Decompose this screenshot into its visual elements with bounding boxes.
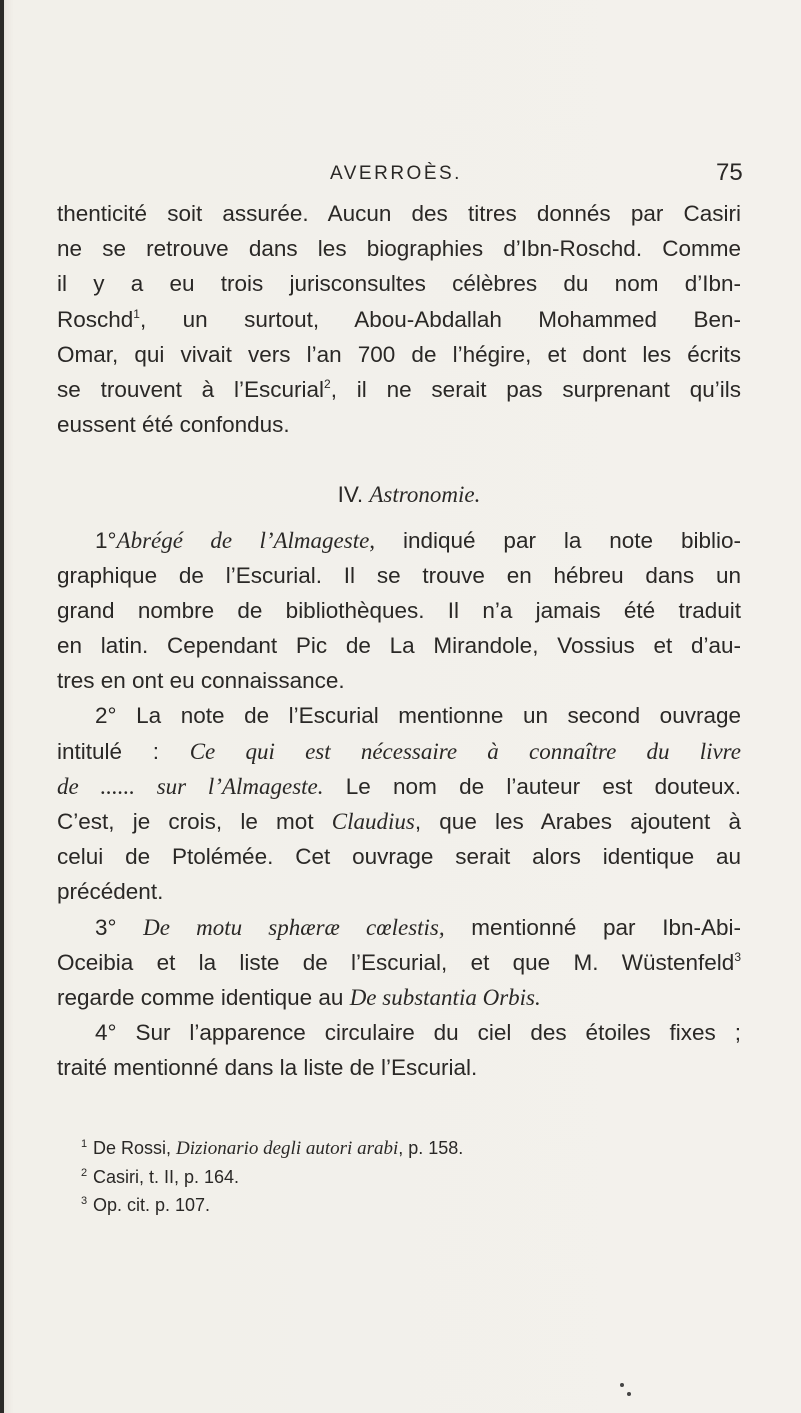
text-fragment: se trouvent à l’Escurial bbox=[57, 376, 325, 402]
work-title: Abrégé de l’Almageste, bbox=[116, 527, 376, 553]
text-fragment: , que les Arabes ajoutent à bbox=[414, 809, 741, 834]
page-number: 75 bbox=[716, 159, 743, 186]
text-line: graphique de l’Escurial. Il se trouve en hébreu dans un bbox=[57, 562, 741, 588]
text-line: 2° La note de l’Escurial mentionne un second ouvrage bbox=[95, 703, 741, 729]
item-number: 1° bbox=[95, 527, 117, 553]
footnote-text: Casiri, t. II, p. 164. bbox=[93, 1167, 240, 1187]
footnote bbox=[57, 1163, 757, 1191]
work-title: sur l’Almageste. bbox=[156, 773, 324, 799]
ink-speck bbox=[627, 1392, 631, 1396]
section-title: Astronomie. bbox=[369, 482, 481, 508]
text-line: 4° Sur l’apparence circulaire du ciel des étoiles fixes ; bbox=[95, 1020, 741, 1046]
body-text bbox=[57, 196, 741, 1086]
text-line: celui de Ptolémée. Cet ouvrage serait alors identique au bbox=[57, 844, 741, 870]
footnote-mark: 1 bbox=[81, 1138, 88, 1150]
text-line bbox=[57, 945, 741, 980]
text-line: en latin. Cependant Pic de La Mirandole, Vossius et d’au- bbox=[57, 633, 741, 659]
footnote-ref: 3 bbox=[734, 949, 741, 964]
footnote-mark: 3 bbox=[81, 1195, 88, 1207]
text-line: tres en ont eu connaissance. bbox=[57, 668, 345, 694]
text-line: traité mentionné dans la liste de l’Escurial. bbox=[57, 1055, 478, 1081]
footnote-ref: 2 bbox=[324, 376, 331, 391]
running-title: AVERROÈS. bbox=[330, 163, 462, 184]
text-fragment: , un surtout, Abou-Abdallah Mohammed Ben- bbox=[139, 306, 741, 332]
text-line bbox=[57, 302, 741, 337]
item-number: 3° bbox=[95, 914, 144, 940]
text-line bbox=[57, 769, 741, 804]
work-title: Ce qui est nécessaire à connaître du livre bbox=[189, 738, 741, 764]
footnote bbox=[57, 1134, 757, 1163]
text-line bbox=[57, 980, 741, 1015]
text-fragment: intitulé : bbox=[57, 738, 190, 764]
text-fragment: Le nom de l’auteur est douteux. bbox=[323, 773, 741, 799]
italic-word: Claudius bbox=[331, 809, 415, 834]
text-fragment: mentionné par Ibn-Abi- bbox=[444, 914, 741, 940]
text-fragment: regarde comme identique au bbox=[57, 984, 350, 1010]
text-line: grand nombre de bibliothèques. Il n’a jamais été traduit bbox=[57, 597, 741, 623]
footnote-text: , p. 158. bbox=[398, 1138, 464, 1158]
page-header bbox=[0, 159, 801, 193]
footnote-text: De Rossi, bbox=[93, 1138, 177, 1158]
text-line bbox=[57, 734, 741, 769]
work-title: De substantia Orbis. bbox=[349, 984, 541, 1010]
text-line bbox=[57, 372, 741, 407]
text-line: il y a eu trois jurisconsultes célèbres du nom d’Ibn- bbox=[57, 271, 741, 297]
text-line: Omar, qui vivait vers l’an 700 de l’hégire, et dont les écrits bbox=[57, 341, 741, 367]
section-heading bbox=[57, 477, 741, 512]
text-line: eussent été confondus. bbox=[57, 412, 290, 438]
footnote-text: Op. cit. p. 107. bbox=[93, 1195, 211, 1215]
text-line: précédent. bbox=[57, 879, 164, 905]
text-line: ne se retrouve dans les biographies d’Ibn-Roschd. Comme bbox=[57, 236, 741, 262]
footnote-mark: 2 bbox=[81, 1167, 88, 1179]
text-fragment: indiqué par la note biblio- bbox=[375, 527, 741, 553]
footnotes bbox=[57, 1134, 757, 1219]
work-title: De motu sphæræ cœlestis, bbox=[143, 914, 445, 940]
text-fragment: , il ne serait pas surprenant qu’ils bbox=[330, 376, 741, 402]
footnote-title: Dizionario degli autori arabi bbox=[176, 1138, 399, 1159]
page-spine-edge bbox=[0, 0, 4, 1413]
text-fragment: C’est, je crois, le mot bbox=[57, 809, 332, 834]
text-line: thenticité soit assurée. Aucun des titres donnés par Casiri bbox=[57, 201, 741, 226]
footnote-ref: 1 bbox=[133, 306, 140, 321]
text-line bbox=[57, 523, 741, 558]
text-line bbox=[57, 804, 741, 839]
text-line bbox=[57, 910, 741, 945]
work-title: de ...... bbox=[57, 773, 157, 799]
section-number: IV. bbox=[337, 482, 364, 508]
ink-speck bbox=[620, 1383, 624, 1387]
text-fragment: Roschd bbox=[57, 306, 134, 332]
text-fragment: Oceibia et la liste de l’Escurial, et que M. Wüstenfeld bbox=[57, 949, 735, 975]
footnote bbox=[57, 1191, 757, 1219]
